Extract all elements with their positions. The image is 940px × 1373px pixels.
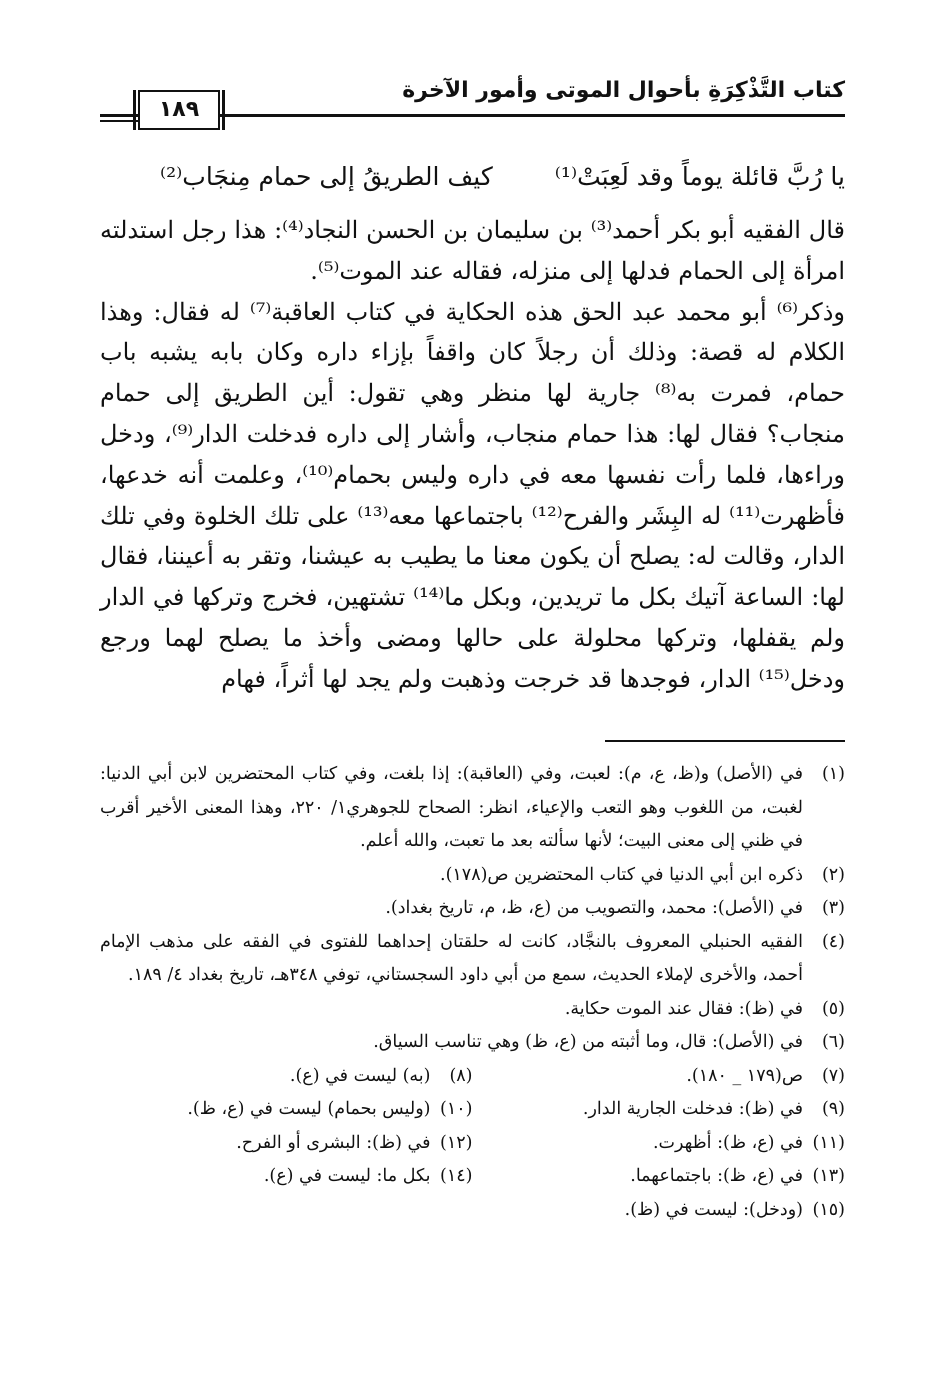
paragraph: قال الفقيه أبو بكر أحمد⁽³⁾ بن سليمان بن الحسن النجاد⁽⁴⁾: هذا رجل استدلته امرأة إلى الحمام فدلها إلى منزله، فقاله عند الموت⁽⁵⁾.: [100, 216, 846, 285]
poem-verse: [100, 162, 845, 202]
footnote-text: في (الأصل): قال، وما أثبته من (ع، ظ) وهي تناسب السياق.: [373, 1032, 803, 1052]
footnote: [100, 926, 845, 993]
footnote: [473, 1093, 846, 1127]
footnote-text: في (ظ): فقال عند الموت حكاية.: [564, 998, 803, 1019]
paragraph: وذكر⁽⁶⁾ أبو محمد عبد الحق هذه الحكاية في كتاب العاقبة⁽⁷⁾ له فقال: وهذا الكلام له قصة: وذلك أن رجلاً كان واقفاً بإزاء داره وكان بابه يشبه باب حمام، فمرت به⁽⁸⁾ جارية لها منظر وهي تقول: أين الطريق إلى حمام منجاب؟ فقال لها: هذا حمام منجاب، وأشار إلى داره فدخلت الدار⁽⁹⁾، ودخل وراءها، فلما رأت نفسها معه في داره وليس بحمام⁽¹⁰⁾، وعلمت أنه خدعها، فأظهرت⁽¹¹⁾ له البِشَر والفرح⁽¹²⁾ باجتماعها معه⁽¹³⁾ على تلك الخلوة وفي تلك الدار، وقالت له: يصلح أن يكون معنا ما يطيب به عيشنا، وتقر به أعيننا، فقال لها: الساعة آتيك بكل ما تريدين، وبكل ما⁽¹⁴⁾ تشتهين، فخرج وتركها في الدار ولم يقفلها، وتركها محلولة على حالها ومضى وأخذ ما يصلح لهما ورجع ودخل⁽¹⁵⁾ الدار، فوجدها قد خرجت وذهبت ولم يجد لها أثراً، فهام: [100, 297, 846, 693]
footnote-number: (١٢): [440, 1132, 473, 1153]
footnote-number: (٦): [821, 1032, 845, 1052]
footnote-number: (٩): [821, 1099, 845, 1119]
footnotes: [100, 758, 845, 1227]
footnote-number: (١٥): [812, 1199, 845, 1220]
footnote-text: في (الأصل) و(ظ، ع، م): لعبت، وفي (العاقبة): إذا بلغت، وفي كتاب المحتضرين لابن أبي الدنيا: لغبت، من اللغوب وهو التعب والإعياء، انظر: الصحاح للجوهري١/ ٢٢٠، وهذا المعنى الأخير أقرب في ظني إلى معنى البيت؛ لأنها سألته بعد ما تعبت، والله أعلم.: [100, 764, 803, 851]
footnote: [100, 1160, 473, 1194]
running-title: كتاب التَّذْكِرَةِ بأحوال الموتى وأمور الآخرة: [402, 78, 845, 103]
footnote: [473, 1160, 846, 1194]
footnote: [473, 1127, 846, 1161]
footnote: [100, 859, 845, 893]
page-number: ١٨٩: [138, 90, 220, 130]
footnote-pair: [100, 1093, 845, 1127]
footnote-number: (٧): [821, 1065, 845, 1086]
footnote-number: (٣): [821, 898, 845, 918]
footnote-pair: [100, 1194, 845, 1228]
footnote-text: في (الأصل): محمد، والتصويب من (ع، ظ، م، تاريخ بغداد).: [385, 898, 803, 918]
footnote: [100, 1093, 473, 1127]
footnote-number: (١): [821, 764, 845, 784]
footnote-number: (١١): [812, 1132, 845, 1153]
poem-hemistich-second: كيف الطريقُ إلى حمام مِنجَاب⁽²⁾: [160, 162, 493, 191]
footnote: [100, 993, 845, 1027]
footnote-number: (١٠): [440, 1099, 473, 1119]
footnote-pair: [100, 1127, 845, 1161]
footnote-text: ص(١٧٩ _ ١٨٠).: [686, 1065, 803, 1086]
footnote-text: (وليس بحمام) ليست في (ع، ظ).: [187, 1099, 431, 1119]
main-text: [100, 210, 845, 700]
footnote-text: ذكره ابن أبي الدنيا في كتاب المحتضرين ص(١٧٨).: [440, 864, 803, 885]
footnote-number: (٥): [821, 998, 845, 1019]
footnote-text: في (ظ): فدخلت الجارية الدار.: [582, 1099, 803, 1119]
footnote: [100, 1026, 845, 1060]
footnote-text: في (ع، ظ): باجتماعهما.: [630, 1166, 803, 1186]
poem-hemistich-first: يا رُبَّ قائلة يوماً وقد لَعِبَتْ⁽¹⁾: [554, 162, 845, 191]
footnote-text: في (ظ): البشرى أو الفرح.: [236, 1132, 431, 1153]
footnote-number: (١٣): [812, 1166, 845, 1186]
footnote-number: (١٤): [440, 1166, 473, 1186]
footnote: [100, 1060, 473, 1094]
footnote-pair: [100, 1160, 845, 1194]
footnote-text: (به) ليست في (ع).: [289, 1065, 431, 1086]
footnote-separator: [605, 740, 845, 742]
page-header: [100, 70, 845, 130]
footnote-text: (ودخل): ليست في (ظ).: [624, 1199, 803, 1220]
footnote-text: الفقيه الحنبلي المعروف بالنجَّاد، كانت له حلقتان إحداهما للفتوى في الفقه على مذهب الإمام أحمد، والأخرى لإملاء الحديث، سمع من أبي داود السجستاني، توفي ٣٤٨هـ، تاريخ بغداد ٤/ ١٨٩.: [100, 931, 803, 985]
footnote-pair: [100, 1060, 845, 1094]
footnote: [473, 1194, 846, 1228]
footnote-number: (٢): [821, 864, 845, 885]
footnote-number: (٤): [821, 931, 845, 952]
footnote: [473, 1060, 846, 1094]
footnote: [100, 1127, 473, 1161]
footnote: [100, 758, 845, 859]
footnote: [100, 892, 845, 926]
footnote-number: (٨): [449, 1065, 473, 1086]
footnote-text: بكل ما: ليست في (ع).: [263, 1166, 431, 1186]
footnote-text: في (ع، ظ): أظهرت.: [652, 1132, 803, 1153]
